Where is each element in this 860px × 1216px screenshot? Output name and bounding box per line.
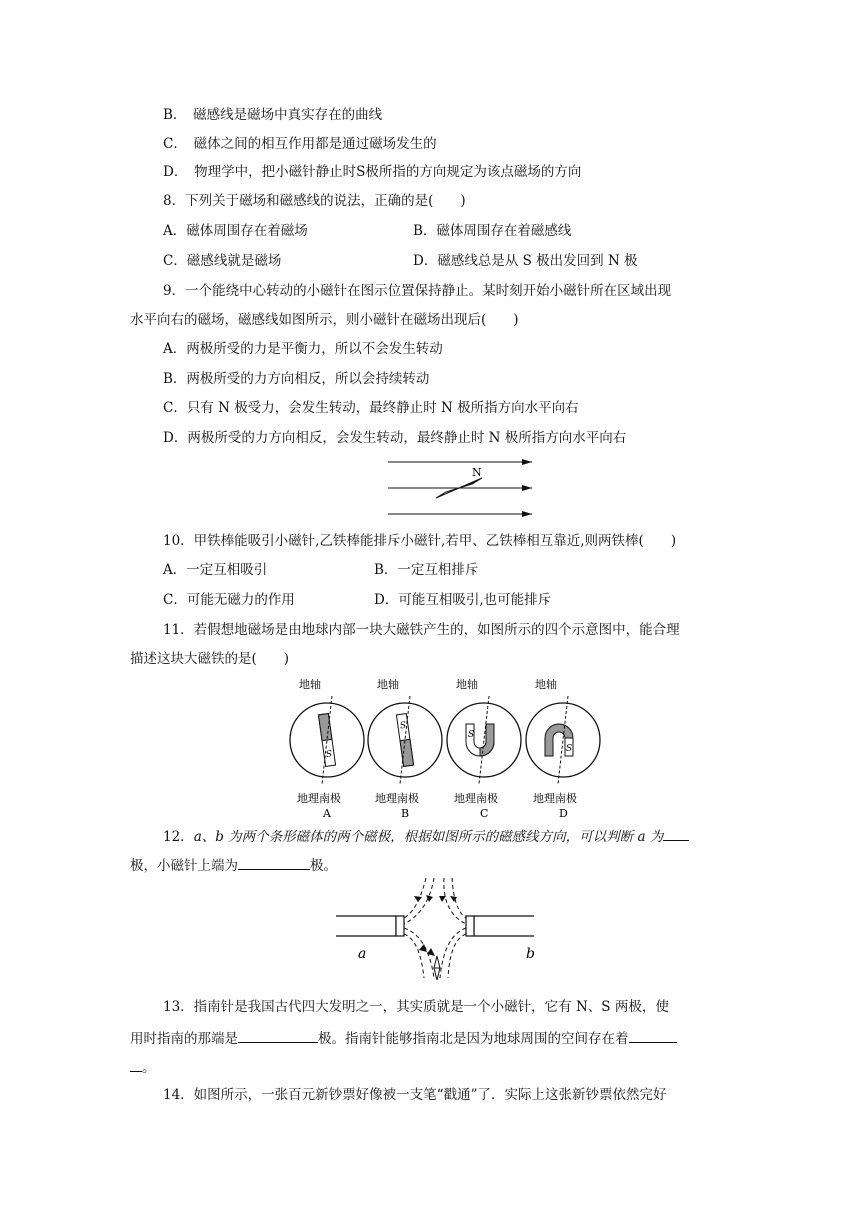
svg-text:地理南极: 地理南极 [533, 792, 577, 805]
q9-stem-line2: 水平向右的磁场，磁感线如图所示，则小磁针在磁场出现后( ) [130, 312, 519, 328]
q8-option-a: A．磁体周围存在着磁场 [163, 223, 308, 239]
fig12-label-b: b [526, 946, 535, 962]
fig9-needle-label: N [472, 466, 482, 479]
q10-option-c: C．可能无磁力的作用 [163, 592, 295, 608]
fig11-earth-magnet-diagrams [284, 672, 614, 820]
fig11-diagram-c [447, 677, 521, 820]
q7-option-c: C． 磁体之间的相互作用都是通过磁场发生的 [163, 136, 437, 152]
fig11-diagram-a [290, 677, 364, 820]
fig11-label-c: C [480, 807, 489, 820]
q9-option-b: B．两极所受的力方向相反，所以会持续转动 [163, 371, 430, 387]
fig11-label-d: D [559, 807, 568, 820]
q7-option-b: B． 磁感线是磁场中真实存在的曲线 [163, 107, 383, 123]
fig11-label-b: B [401, 807, 410, 820]
q13-stem-line1: 13．指南针是我国古代四大发明之一，其实质就是一个小磁针，它有 N、S 两极，使 [163, 999, 669, 1015]
fig11-diagram-d [526, 677, 600, 820]
svg-text:S: S [566, 744, 573, 754]
svg-text:地轴: 地轴 [456, 678, 478, 691]
q13-stem-line2: 用时指南的那端是 极。指南针能够指南北是因为地球周围的空间存在着 [130, 1028, 677, 1048]
q10-option-b: B．一定互相排斥 [374, 562, 479, 578]
q10-stem: 10．甲铁棒能吸引小磁针,乙铁棒能排斥小磁针,若甲、乙铁棒相互靠近,则两铁棒( ) [163, 533, 677, 549]
svg-text:地理南极: 地理南极 [454, 792, 498, 805]
q7-option-d: D． 物理学中，把小磁针静止时S极所指的方向规定为该点磁场的方向 [163, 164, 582, 180]
svg-text:地理南极: 地理南极 [297, 792, 341, 805]
fig11-diagram-b [368, 677, 442, 820]
q9-option-c: C．只有 N 极受力，会发生转动，最终静止时 N 极所指方向水平向右 [163, 400, 579, 416]
q8-option-c: C．磁感线就是磁场 [163, 253, 282, 269]
svg-text:地轴: 地轴 [535, 678, 557, 691]
fig11-label-a: A [323, 807, 331, 820]
fig12-label-a: a [358, 946, 367, 962]
svg-text:S: S [399, 720, 407, 732]
q9-option-a: A．两极所受的力是平衡力，所以不会发生转动 [163, 341, 443, 357]
fig12-magnet-field-diagram [330, 872, 540, 984]
q11-stem-line1: 11．若假想地磁场是由地球内部一块大磁铁产生的，如图所示的四个示意图中，能合理 [163, 622, 680, 638]
q8-option-b: B．磁体周围存在着磁感线 [413, 223, 572, 239]
q8-option-d: D．磁感线总是从 S 极出发回到 N 极 [413, 253, 638, 269]
q9-option-d: D．两极所受的力方向相反，会发生转动，最终静止时 N 极所指方向水平向右 [163, 430, 627, 446]
q10-option-d: D．可能互相吸引,也可能排斥 [374, 592, 552, 608]
q13-stem-line3: 。 [130, 1057, 156, 1077]
q12-stem-line1: 12．a、b 为两个条形磁体的两个磁极，根据如图所示的磁感线方向，可以判断 a 为 [163, 826, 689, 846]
fig9-field-diagram [380, 456, 540, 520]
q12-stem-line2: 极，小磁针上端为 极。 [130, 855, 337, 875]
q8-stem: 8．下列关于磁场和磁感线的说法，正确的是( ) [163, 193, 466, 209]
svg-text:S: S [468, 730, 475, 740]
svg-text:地轴: 地轴 [377, 678, 399, 691]
q14-stem-line1: 14．如图所示，一张百元新钞票好像被一支笔“戳通”了．实际上这张新钞票依然完好 [163, 1087, 667, 1103]
svg-text:S: S [325, 749, 333, 761]
q9-stem-line1: 9．一个能绕中心转动的小磁针在图示位置保持静止。某时刻开始小磁针所在区域出现 [163, 283, 672, 299]
svg-text:地轴: 地轴 [299, 678, 321, 691]
q11-stem-line2: 描述这块大磁铁的是( ) [130, 651, 290, 667]
q10-option-a: A．一定互相吸引 [163, 562, 268, 578]
svg-text:地理南极: 地理南极 [375, 792, 419, 805]
small-needle-icon [434, 956, 440, 980]
